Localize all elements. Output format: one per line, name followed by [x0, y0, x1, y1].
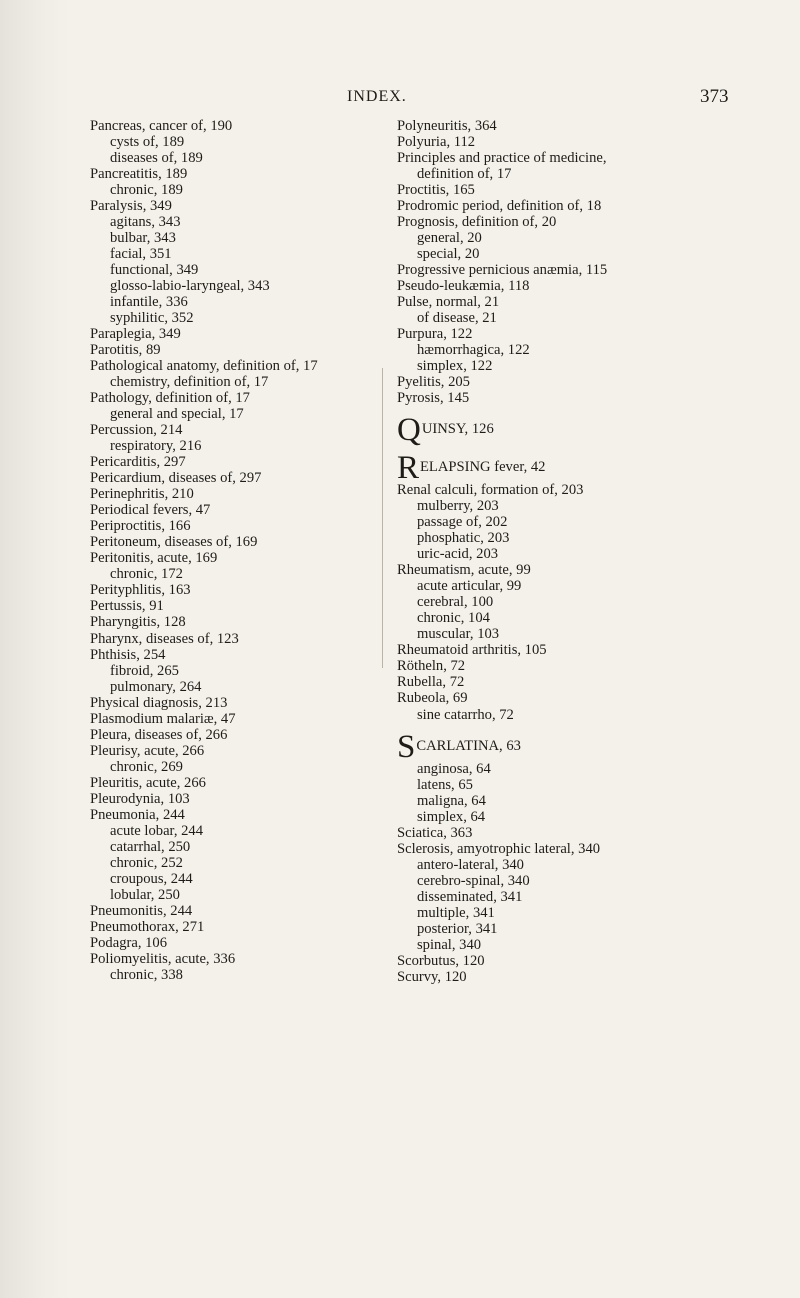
index-entry: Periproctitis, 166	[90, 518, 191, 535]
index-entry: Paraplegia, 349	[90, 326, 181, 343]
index-subentry: infantile, 336	[110, 294, 188, 311]
index-subentry: cerebral, 100	[417, 594, 494, 611]
index-subentry: muscular, 103	[417, 626, 500, 643]
header-title: INDEX.	[347, 88, 407, 105]
index-subentry: uric-acid, 203	[417, 546, 499, 563]
index-subentry: acute lobar, 244	[110, 822, 204, 839]
index-subentry: cerebro-spinal, 340	[417, 872, 530, 889]
index-entry-relapsing-fever	[397, 450, 727, 487]
index-entry: Rheumatism, acute, 99	[397, 562, 531, 579]
index-entry-scarlatina	[397, 728, 727, 765]
index-entry: Paralysis, 349	[90, 198, 172, 215]
index-group-s	[397, 728, 727, 985]
index-entry: Physical diagnosis, 213	[90, 694, 228, 711]
index-subentry: sine catarrho, 72	[417, 706, 514, 723]
index-group-q	[397, 412, 727, 449]
index-entry: Pertussis, 91	[90, 598, 164, 615]
index-subentry: hæmorrhagica, 122	[417, 342, 530, 359]
index-subentry: catarrhal, 250	[110, 838, 191, 855]
index-entry: Pneumonia, 244	[90, 806, 185, 823]
index-subentry: facial, 351	[110, 246, 172, 263]
index-subentry: chronic, 104	[417, 610, 490, 627]
index-entry: Perityphlitis, 163	[90, 582, 191, 599]
index-subentry: maligna, 64	[417, 792, 486, 809]
index-subentry: simplex, 64	[417, 808, 486, 825]
index-subentry: chronic, 338	[110, 966, 183, 983]
index-subentry: spinal, 340	[417, 936, 482, 953]
index-group-p	[397, 118, 727, 406]
index-subentry: diseases of, 189	[110, 150, 203, 167]
drop-cap-q: Q	[397, 412, 421, 449]
index-subentry: pulmonary, 264	[110, 678, 202, 695]
index-subentry: croupous, 244	[110, 870, 193, 887]
index-entry: Perinephritis, 210	[90, 486, 194, 503]
index-entry: Principles and practice of medicine,	[397, 150, 607, 167]
index-entry-quinsy	[397, 412, 727, 449]
quinsy-heading: UINSY, 126	[421, 421, 494, 438]
index-group-r	[397, 450, 727, 723]
index-entry: Purpura, 122	[397, 326, 473, 343]
index-entry: Pleura, diseases of, 266	[90, 726, 228, 743]
index-subentry: glosso-labio-laryngeal, 343	[110, 278, 270, 295]
index-entry: Pleurodynia, 103	[90, 790, 190, 807]
index-entry: Pneumonitis, 244	[90, 902, 193, 919]
index-entry: Periodical fevers, 47	[90, 502, 211, 519]
index-entry: Podagra, 106	[90, 934, 168, 951]
index-subentry: bulbar, 343	[110, 230, 176, 247]
index-entry: Pericardium, diseases of, 297	[90, 470, 262, 487]
page-edge-shadow	[0, 0, 70, 1298]
index-subentry: posterior, 341	[417, 920, 498, 937]
index-subentry: multiple, 341	[417, 904, 495, 921]
index-entry: Plasmodium malariæ, 47	[90, 710, 236, 727]
index-entry: Sclerosis, amyotrophic lateral, 340	[397, 840, 601, 857]
index-entry: Rubella, 72	[397, 674, 465, 691]
index-subentry: mulberry, 203	[417, 498, 499, 515]
index-subentry: acute articular, 99	[417, 578, 522, 595]
index-subentry: lobular, 250	[110, 886, 180, 903]
index-entry: Scurvy, 120	[397, 968, 467, 985]
index-entry: Renal calculi, formation of, 203	[397, 482, 584, 499]
index-entry: Poliomyelitis, acute, 336	[90, 950, 236, 967]
index-subentry: chronic, 252	[110, 854, 183, 871]
index-entry: Pancreatitis, 189	[90, 166, 188, 183]
index-entry: Pneumothorax, 271	[90, 918, 205, 935]
index-entry: Pericarditis, 297	[90, 454, 186, 471]
index-column-left	[90, 118, 375, 983]
s-entries	[397, 761, 727, 985]
index-entry: Rheumatoid arthritis, 105	[397, 642, 547, 659]
index-entry: Phthisis, 254	[90, 646, 166, 663]
relapsing-fever-heading: ELAPSING fever, 42	[420, 459, 546, 476]
index-subentry: agitans, 343	[110, 214, 181, 231]
index-subentry: chronic, 172	[110, 566, 183, 583]
column-divider	[382, 368, 383, 668]
index-entry: Peritoneum, diseases of, 169	[90, 534, 258, 551]
index-entry: Pleurisy, acute, 266	[90, 742, 205, 759]
scarlatina-heading: CARLATINA, 63	[416, 737, 521, 754]
index-subentry: disseminated, 341	[417, 888, 523, 905]
index-entry: Rubeola, 69	[397, 690, 468, 707]
index-subentry: cysts of, 189	[110, 134, 185, 151]
running-header	[0, 82, 800, 112]
index-subentry: passage of, 202	[417, 514, 508, 531]
index-entry: Sciatica, 363	[397, 824, 473, 841]
index-entry: Percussion, 214	[90, 422, 183, 439]
index-column-right	[397, 118, 727, 985]
index-subentry: respiratory, 216	[110, 438, 202, 455]
index-entry: Progressive pernicious anæmia, 115	[397, 262, 608, 279]
index-entry: Pharyngitis, 128	[90, 614, 186, 631]
index-subentry: simplex, 122	[417, 358, 493, 375]
index-subentry: chronic, 269	[110, 758, 183, 775]
index-entry: Pathology, definition of, 17	[90, 390, 250, 407]
index-subentry: of disease, 21	[417, 310, 497, 327]
index-subentry: antero-lateral, 340	[417, 856, 524, 873]
index-entry: Rötheln, 72	[397, 658, 466, 675]
index-entry: Scorbutus, 120	[397, 952, 485, 969]
r-entries	[397, 482, 727, 722]
index-entry: Pharynx, diseases of, 123	[90, 630, 239, 647]
index-entry: Prognosis, definition of, 20	[397, 214, 557, 231]
index-entry: Pleuritis, acute, 266	[90, 774, 206, 791]
index-subentry: chronic, 189	[110, 182, 183, 199]
index-entry: Pathological anatomy, definition of, 17	[90, 358, 318, 375]
index-subentry: definition of, 17	[417, 166, 512, 183]
page-number: 373	[700, 86, 729, 107]
index-subentry: general, 20	[417, 230, 482, 247]
index-subentry: special, 20	[417, 246, 480, 263]
index-entry: Polyuria, 112	[397, 134, 476, 151]
drop-cap-s: S	[397, 728, 416, 765]
index-entry: Pulse, normal, 21	[397, 294, 500, 311]
drop-cap-r: R	[397, 450, 420, 487]
index-subentry: fibroid, 265	[110, 662, 179, 679]
index-entry: Prodromic period, definition of, 18	[397, 198, 602, 215]
index-entry: Polyneuritis, 364	[397, 118, 497, 134]
index-entry: Peritonitis, acute, 169	[90, 550, 218, 567]
index-entry: Proctitis, 165	[397, 182, 475, 199]
index-subentry: anginosa, 64	[417, 760, 491, 777]
index-entry: Pyrosis, 145	[397, 390, 470, 407]
index-subentry: phosphatic, 203	[417, 530, 510, 547]
index-subentry: general and special, 17	[110, 406, 244, 423]
index-subentry: latens, 65	[417, 776, 473, 793]
index-subentry: syphilitic, 352	[110, 310, 194, 327]
index-entry: Parotitis, 89	[90, 342, 161, 359]
index-entry: Pyelitis, 205	[397, 374, 470, 391]
index-subentry: chemistry, definition of, 17	[110, 374, 269, 391]
index-subentry: functional, 349	[110, 262, 199, 279]
index-entry: Pseudo-leukæmia, 118	[397, 278, 530, 295]
index-entry: Pancreas, cancer of, 190	[90, 118, 233, 134]
